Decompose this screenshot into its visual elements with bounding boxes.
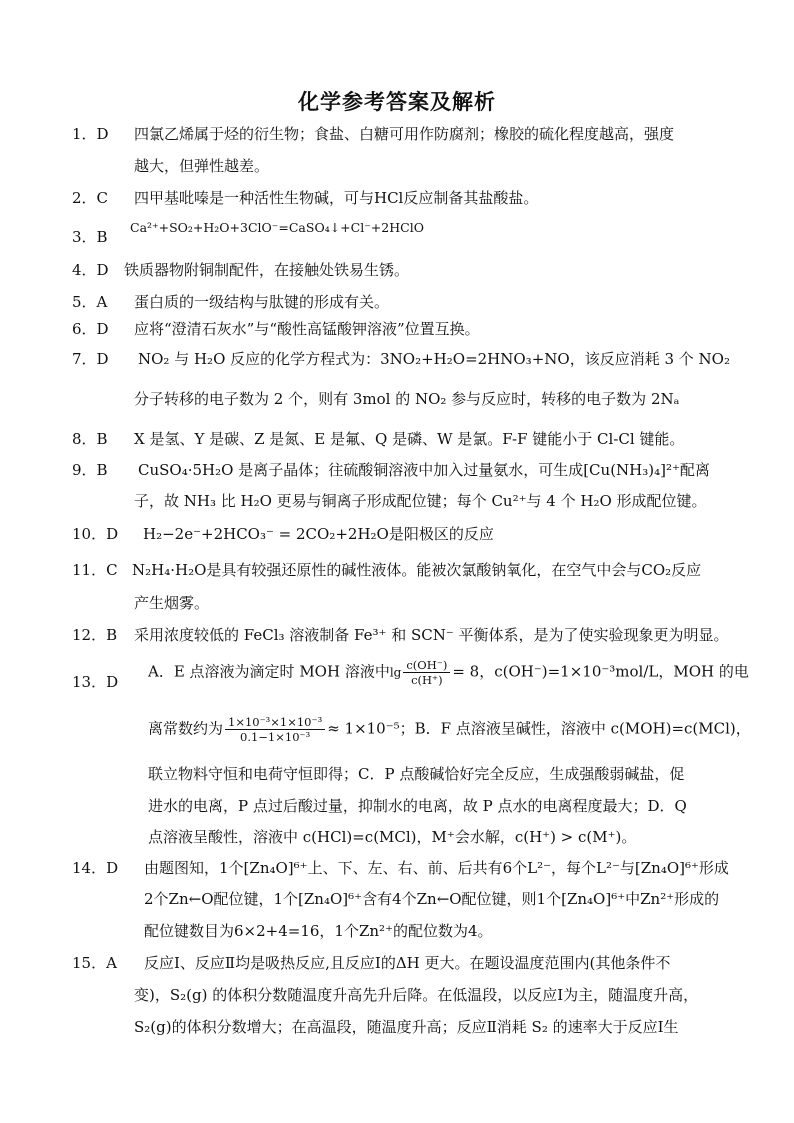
fraction-denominator: 0.1−1×10⁻³ (240, 730, 311, 744)
answer-text: 蛋白质的一级结构与肽键的形成有关。 (134, 293, 390, 311)
answer-text: 分子转移的电子数为 2 个，则有 3mol 的 NO₂ 参与反应时，转移的电子数为 2Nₐ (134, 390, 680, 408)
answer-formula-line (148, 715, 751, 744)
fraction-numerator: c(OH⁻) (403, 658, 450, 673)
answer-number: 15．A (72, 954, 117, 972)
fraction-numerator: 1×10⁻³×1×10⁻³ (225, 715, 325, 730)
answer-text: X 是氢、Y 是碳、Z 是氮、E 是氟、Q 是磷、W 是氯。F-F 键能小于 Cl-Cl 键能。 (134, 430, 685, 448)
ratio-fraction (403, 658, 450, 687)
answer-text: 产生烟雾。 (134, 594, 210, 612)
answer-text: H₂−2e⁻+2HCO₃⁻ = 2CO₂+2H₂O是阳极区的反应 (143, 525, 494, 543)
answer-text: 采用浓度较低的 FeCl₃ 溶液制备 Fe³⁺ 和 SCN⁻ 平衡体系，是为了使实验现象更为明显。 (134, 626, 729, 644)
answer-text: 四氯乙烯属于烃的衍生物；食盐、白糖可用作防腐剂；橡胶的硫化程度越高，强度 (134, 125, 675, 143)
answer-number: 1．D (72, 125, 109, 143)
answer-number: 7．D (72, 350, 109, 368)
answer-number: 13．D (72, 673, 119, 691)
page-title: 化学参考答案及解析 (298, 90, 496, 114)
answer-text: 铁质器物附铜制配件，在接触处铁易生锈。 (124, 261, 410, 279)
answer-text: 反应Ⅰ、反应Ⅱ均是吸热反应,且反应Ⅰ的ΔH 更大。在题设温度范围内(其他条件不 (144, 954, 671, 972)
answer-number: 9．B (72, 461, 108, 479)
ionization-fraction (225, 715, 325, 744)
fraction-denominator: c(H⁺) (411, 673, 443, 687)
answer-number: 10．D (72, 525, 119, 543)
answer-formula-line (148, 658, 749, 687)
answer-number: 8．B (72, 430, 108, 448)
answer-text: 点溶液呈酸性，溶液中 c(HCl)=c(MCl)，M⁺会水解，c(H⁺) > c(M⁺)。 (148, 828, 637, 846)
answer-text: 离常数约为 (148, 719, 224, 738)
equation: Ca²⁺+SO₂+H₂O+3ClO⁻=CaSO₄↓+Cl⁻+2HClO (130, 220, 424, 235)
answer-text: 应将“澄清石灰水”与“酸性高锰酸钾溶液”位置互换。 (134, 320, 480, 338)
answer-number: 12．B (72, 626, 118, 644)
answer-text: 由题图知，1个[Zn₄O]⁶⁺上、下、左、右、前、后共有6个L²⁻，每个L²⁻与[Zn₄O]⁶⁺形成 (144, 859, 729, 877)
answer-text: CuSO₄·5H₂O 是离子晶体；往硫酸铜溶液中加入过量氨水，可生成[Cu(NH₃)₄]²⁺配离 (138, 461, 710, 479)
answer-text: 配位键数目为6×2+4=16，1个Zn²⁺的配位数为4。 (144, 922, 493, 940)
lg-prefix: lg (389, 665, 402, 680)
answer-text: NO₂ 与 H₂O 反应的化学方程式为：3NO₂+H₂O=2HNO₃+NO，该反应消耗 3 个 NO₂ (138, 350, 730, 368)
answer-text: 越大，但弹性越差。 (134, 157, 270, 175)
answer-text: ≈ 1×10⁻⁵；B．F 点溶液呈碱性，溶液中 c(MOH)=c(MCl)， (327, 719, 751, 738)
answer-text: 联立物料守恒和电荷守恒即得；C．P 点酸碱恰好完全反应，生成强酸弱碱盐，促 (148, 765, 685, 783)
answer-text: 子，故 NH₃ 比 H₂O 更易与铜离子形成配位键；每个 Cu²⁺与 4 个 H₂O 形成配位键。 (134, 492, 707, 510)
answer-number: 6．D (72, 320, 109, 338)
answer-number: 11．C (72, 561, 118, 579)
answer-number: 5．A (72, 293, 108, 311)
answer-text: = 8，c(OH⁻)=1×10⁻³mol/L，MOH 的电 (452, 662, 749, 681)
answer-text: A．E 点溶液为滴定时 MOH 溶液中 (148, 662, 390, 681)
answer-text: 2个Zn←O配位键，1个[Zn₄O]⁶⁺含有4个Zn←O配位键，则1个[Zn₄O]⁶⁺中Zn²⁺形成的 (144, 890, 720, 908)
answer-text: S₂(g)的体积分数增大；在高温段，随温度升高；反应Ⅱ消耗 S₂ 的速率大于反应Ⅰ生 (134, 1018, 679, 1036)
answer-number: 3．B (72, 228, 108, 246)
answer-text: 四甲基吡嗪是一种活性生物碱，可与HCl反应制备其盐酸盐。 (134, 189, 539, 207)
answer-text: 变)，S₂(g) 的体积分数随温度升高先升后降。在低温段，以反应Ⅰ为主，随温度升高， (134, 986, 699, 1004)
answer-text: N₂H₄·H₂O是具有较强还原性的碱性液体。能被次氯酸钠氧化，在空气中会与CO₂反应 (132, 561, 702, 579)
answer-number: 2．C (72, 189, 109, 207)
answer-number: 14．D (72, 859, 119, 877)
answer-text: 进水的电离，P 点过后酸过量，抑制水的电离，故 P 点水的电离程度最大；D．Q (148, 797, 687, 815)
answer-number: 4．D (72, 261, 109, 279)
